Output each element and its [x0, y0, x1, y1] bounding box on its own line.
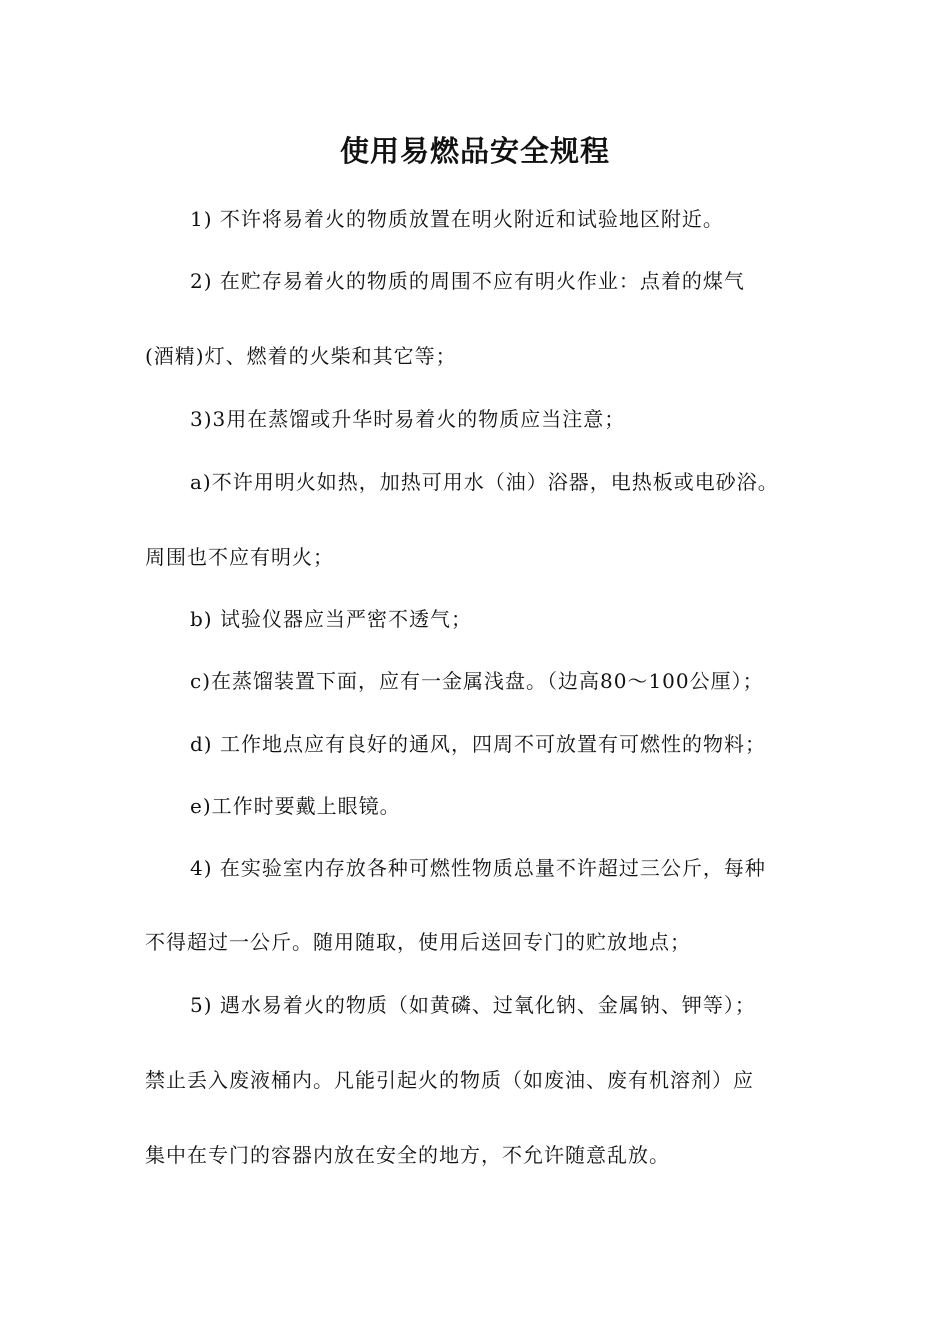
document-title: 使用易燃品安全规程	[339, 134, 610, 168]
rule-5-line-2: 禁止丢入废液桶内。凡能引起火的物质（如废油、废有机溶剂）应	[145, 1068, 754, 1092]
rule-5-line-1: 5) 遇水易着火的物质（如黄磷、过氧化钠、金属钠、钾等）；	[190, 993, 756, 1017]
rule-3c-line-1: c)在蒸馏装置下面，应有一金属浅盘。（边高80～100公厘）；	[190, 669, 764, 693]
rule-2-line-2: (酒精)灯、燃着的火柴和其它等；	[145, 344, 457, 368]
rule-3a-line-2: 周围也不应有明火；	[145, 545, 334, 569]
rule-2-line-1: 2) 在贮存易着火的物质的周围不应有明火作业：点着的煤气	[190, 269, 745, 293]
rule-3e-line-1: e)工作时要戴上眼镜。	[190, 794, 401, 818]
rule-3a-line-1: a)不许用明火如热，加热可用水（油）浴器，电热板或电砂浴。	[190, 470, 779, 494]
rule-3d-line-1: d) 工作地点应有良好的通风，四周不可放置有可燃性的物料；	[190, 732, 766, 756]
rule-4-line-1: 4) 在实验室内存放各种可燃性物质总量不许超过三公斤，每种	[190, 856, 766, 880]
rule-1-line-1: 1) 不许将易着火的物质放置在明火附近和试验地区附近。	[190, 207, 724, 231]
rule-3b-line-1: b) 试验仪器应当严密不透气；	[190, 607, 472, 631]
rule-5-line-3: 集中在专门的容器内放在安全的地方，不允许随意乱放。	[145, 1143, 670, 1167]
rule-4-line-2: 不得超过一公斤。随用随取，使用后送回专门的贮放地点；	[145, 930, 691, 954]
rule-3-line-1: 3)3用在蒸馏或升华时易着火的物质应当注意；	[190, 407, 626, 431]
